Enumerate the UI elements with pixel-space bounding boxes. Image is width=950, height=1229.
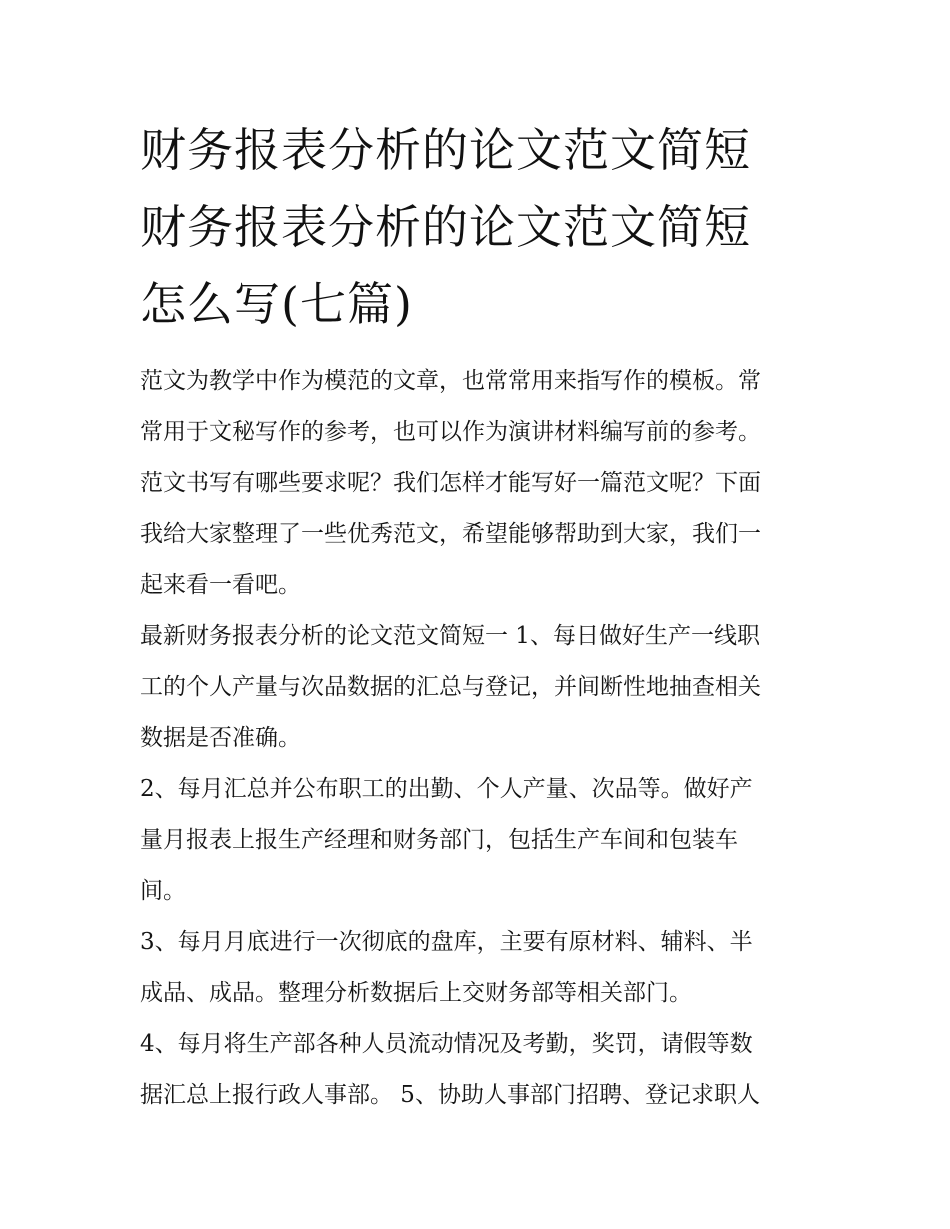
document-title [140,112,840,343]
text-line: 起来看一看吧。 [140,572,301,598]
text-line: 数据是否准确。 [140,725,301,751]
text-line: 范文为教学中作为模范的文章，也常常用来指写作的模板。常 [140,368,761,394]
title-line: 财务报表分析的论文范文简短 [140,200,751,254]
text-line: 常用于文秘写作的参考，也可以作为演讲材料编写前的参考。 [140,419,761,445]
paragraph-item-1 [140,611,820,764]
text-line: 间。 [140,878,186,904]
paragraph-item-4 [140,1019,820,1121]
paragraph-item-2 [140,764,820,917]
title-line: 财务报表分析的论文范文简短 [140,123,751,177]
text-line: 我给大家整理了一些优秀范文，希望能够帮助到大家，我们一 [140,521,761,547]
text-line: 工的个人产量与次品数据的汇总与登记，并间断性地抽查相关 [140,674,761,700]
text-line: 最新财务报表分析的论文范文简短一 1、每日做好生产一线职 [140,623,760,649]
intro-paragraph [140,356,820,611]
text-line: 据汇总上报行政人事部。 5、协助人事部门招聘、登记求职人 [140,1082,760,1108]
text-line: 范文书写有哪些要求呢？我们怎样才能写好一篇范文呢？下面 [140,470,761,496]
paragraph-item-3 [140,917,820,1019]
text-line: 成品、成品。整理分析数据后上交财务部等相关部门。 [140,980,692,1006]
document-body [140,356,820,1121]
text-line: 量月报表上报生产经理和财务部门，包括生产车间和包装车 [140,827,738,853]
title-line: 怎么写(七篇) [140,277,413,331]
text-line: 3、每月月底进行一次彻底的盘库，主要有原材料、辅料、半 [140,929,753,955]
text-line: 4、每月将生产部各种人员流动情况及考勤，奖罚，请假等数 [140,1031,753,1057]
text-line: 2、每月汇总并公布职工的出勤、个人产量、次品等。做好产 [140,776,753,802]
